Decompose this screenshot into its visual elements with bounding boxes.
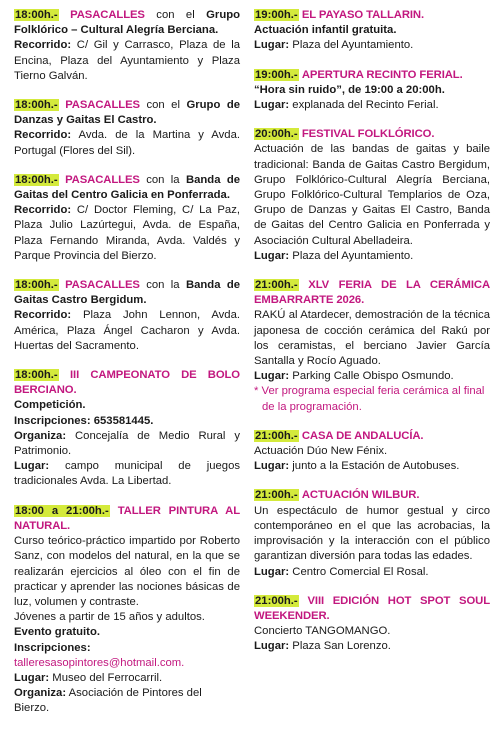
place-text: junto a la Estación de Autobuses. [292, 460, 460, 473]
route-text: C/ Doctor Fleming, C/ La Paz, Plaza Julio Lazúrtegui, Avda. de España, Plaza Fernando Miranda, Avda. Valdés y Parque Provincia del Bierzo. [14, 204, 240, 262]
event-time: 21:00h.- [255, 489, 298, 502]
event-time: 21:00h.- [255, 594, 298, 607]
event-time: 21:00h.- [255, 279, 298, 292]
event-title: APERTURA RECINTO FERIAL. [301, 68, 463, 81]
place-label: Lugar: [254, 640, 290, 653]
place-text: Plaza del Ayuntamiento. [292, 39, 414, 52]
event-route [14, 308, 240, 354]
event-competition: Competición. [14, 399, 86, 412]
event-description: Concierto TANGOMANGO. [254, 625, 391, 638]
event-header [254, 278, 490, 308]
event-pasacalles-castro [14, 98, 240, 159]
event-hot-spot-soul [254, 594, 490, 655]
event-connector: con la [146, 279, 180, 292]
event-pasacalles-bergidum [14, 278, 240, 354]
event-place [254, 565, 490, 580]
event-header [254, 8, 490, 23]
event-route [14, 203, 240, 264]
event-time: 21:00h.- [255, 429, 298, 442]
event-header [14, 8, 240, 38]
left-column [14, 8, 240, 731]
event-time: 18:00h.- [15, 173, 58, 186]
event-header [254, 594, 490, 624]
event-title: FESTIVAL FOLKLÓRICO. [301, 128, 435, 141]
event-route [14, 128, 240, 158]
place-label: Lugar: [254, 460, 290, 473]
event-registration [14, 641, 240, 671]
place-text: campo municipal de juegos tradicionales Avda. La Libertad. [14, 460, 240, 488]
place-label: Lugar: [254, 249, 290, 262]
place-label: Lugar: [254, 39, 290, 52]
event-place [254, 249, 490, 264]
event-festival-folklorico [254, 127, 490, 264]
event-header [254, 429, 490, 444]
event-time: 18:00h.- [15, 9, 58, 21]
route-label: Recorrido: [14, 309, 72, 322]
event-note: * Ver programa especial feria cerámica al final de la programación. [254, 385, 485, 413]
event-free: Evento gratuito. [14, 626, 100, 639]
event-header [14, 173, 240, 203]
event-title: XLV FERIA DE LA CERÁMICA EMBARRARTE 2026. [254, 279, 490, 307]
place-label: Lugar: [14, 671, 50, 684]
event-description: RAKÚ al Atardecer, demostración de la técnica japonesa de cocción cerámica del Rakú por los ceramistas, el berciano Javier García Santalla y Rocío Aguado. [254, 309, 490, 368]
event-place [14, 671, 240, 686]
event-taller-pintura [14, 504, 240, 717]
event-header [14, 504, 240, 534]
place-text: Plaza San Lorenzo. [292, 640, 391, 653]
route-label: Recorrido: [14, 129, 72, 142]
organizer-text: Concejalía de Medio Rural y Patrimonio. [14, 429, 240, 458]
registration-phone: 653581445. [93, 414, 154, 427]
organizer-label: Organiza: [14, 687, 67, 700]
event-ages: Jóvenes a partir de 15 años y adultos. [14, 611, 205, 624]
event-place [254, 38, 490, 53]
event-title: PASACALLES [65, 173, 140, 186]
event-bolo-berciano [14, 368, 240, 490]
event-place [254, 98, 490, 113]
event-title: EL PAYASO TALLARIN. [301, 9, 425, 21]
event-time: 18:00h.- [15, 99, 58, 112]
route-text: Avda. de la Martina y Avda. Portugal (Flores del Sil). [14, 129, 240, 157]
event-description: Curso teórico-práctico impartido por Roberto Sanz, con modelos del natural, en la que se realizarán ejercicios al óleo con el fin de practicar y aprender las nociones básicas de luz, volumen y contraste. [14, 535, 240, 608]
place-text: explanada del Recinto Ferial. [292, 99, 439, 112]
event-group: Banda de Gaitas del Centro Galicia en Ponferrada. [14, 173, 241, 202]
organizer-text: Asociación de Pintores del Bierzo. [14, 687, 202, 715]
route-text: Plaza John Lennon, Avda. América, Plaza Ángel Cacharon y Avda. Huertas del Sacramento. [14, 309, 240, 352]
event-subtitle: “Hora sin ruido”, de 19:00 a 20:00h. [254, 83, 445, 96]
event-time: 20:00h.- [255, 128, 298, 141]
event-title: PASACALLES [65, 279, 140, 292]
place-label: Lugar: [254, 99, 290, 112]
place-label: Lugar: [254, 565, 290, 578]
registration-label: Inscripciones: [14, 414, 91, 427]
route-text: C/ Gil y Carrasco, Plaza de la Encina, Plaza del Ayuntamiento y Plaza Tierno Galván. [14, 39, 241, 82]
event-time: 19:00h.- [255, 68, 298, 81]
event-description: Actuación de las bandas de gaitas y baile tradicional: Banda de Gaitas Castro Bergidum, Grupo Folklórico-Cultural Alegría Berciana, Grupo Folklórico-Cultural Templarios de Oza, Grupo de Danzas y Gaitas El Castro, Banda de Gaitas del Centro Galicia en Ponferrada y Asociación Cultural Abelladeira. [254, 143, 490, 247]
event-casa-andalucia [254, 429, 490, 475]
event-header [254, 68, 490, 83]
event-title: III CAMPEONATO DE BOLO BERCIANO. [14, 369, 240, 397]
event-time: 19:00h.- [255, 9, 298, 21]
organizer-label: Organiza: [14, 429, 67, 442]
event-header [254, 488, 490, 503]
event-place [254, 639, 490, 654]
place-label: Lugar: [14, 460, 50, 473]
event-time: 18:00 a 21:00h.- [15, 504, 109, 517]
event-title: PASACALLES [70, 9, 145, 21]
event-time: 18:00h.- [15, 279, 58, 292]
event-header [14, 368, 240, 398]
event-place [254, 369, 490, 384]
event-registration [14, 414, 240, 429]
event-pasacalles-galicia [14, 173, 240, 264]
event-title: TALLER PINTURA AL NATURAL. [14, 504, 240, 532]
route-label: Recorrido: [14, 204, 72, 217]
event-connector: con la [146, 173, 180, 186]
event-actuacion-wilbur [254, 488, 490, 579]
event-description: Un espectáculo de humor gestual y circo contemporáneo en el que las acrobacias, la improvisación y la interacción con el público garantizan diversión para todas las edades. [254, 504, 490, 563]
event-place [14, 459, 240, 489]
event-title: ACTUACIÓN WILBUR. [301, 489, 420, 502]
event-title: PASACALLES [65, 99, 140, 112]
place-text: Centro Comercial El Rosal. [292, 565, 429, 578]
event-organizer [14, 686, 240, 716]
event-header [14, 278, 240, 308]
event-place [254, 459, 490, 474]
event-time: 18:00h.- [15, 369, 58, 382]
event-connector: con el [146, 99, 180, 112]
event-title: CASA DE ANDALUCÍA. [301, 429, 424, 442]
event-group: Grupo Folklórico – Cultural Alegría Berciana. [14, 9, 241, 37]
event-route [14, 38, 240, 84]
place-text: Parking Calle Obispo Osmundo. [292, 370, 454, 383]
place-label: Lugar: [254, 370, 290, 383]
registration-label: Inscripciones: [14, 641, 91, 654]
event-subtitle: Actuación infantil gratuita. [254, 24, 397, 37]
event-pasacalles-alegria [14, 8, 240, 84]
route-label: Recorrido: [14, 39, 72, 52]
event-header [14, 98, 240, 128]
event-payaso-tallarin [254, 8, 490, 54]
place-text: Museo del Ferrocarril. [52, 671, 163, 684]
event-group: Banda de Gaitas Castro Bergidum. [14, 279, 241, 307]
event-organizer [14, 429, 240, 459]
event-connector: con el [156, 9, 195, 21]
right-column [254, 8, 490, 731]
event-title: VIII EDICIÓN HOT SPOT SOUL WEEKENDER. [254, 594, 490, 622]
event-feria-ceramica [254, 278, 490, 415]
event-header [254, 127, 490, 142]
event-group: Grupo de Danzas y Gaitas El Castro. [14, 99, 241, 127]
event-apertura-recinto [254, 68, 490, 114]
place-text: Plaza del Ayuntamiento. [292, 249, 414, 262]
event-description: Actuación Dúo New Fénix. [254, 445, 388, 458]
registration-email-link[interactable]: talleresasopintores@hotmail.com. [14, 656, 185, 669]
